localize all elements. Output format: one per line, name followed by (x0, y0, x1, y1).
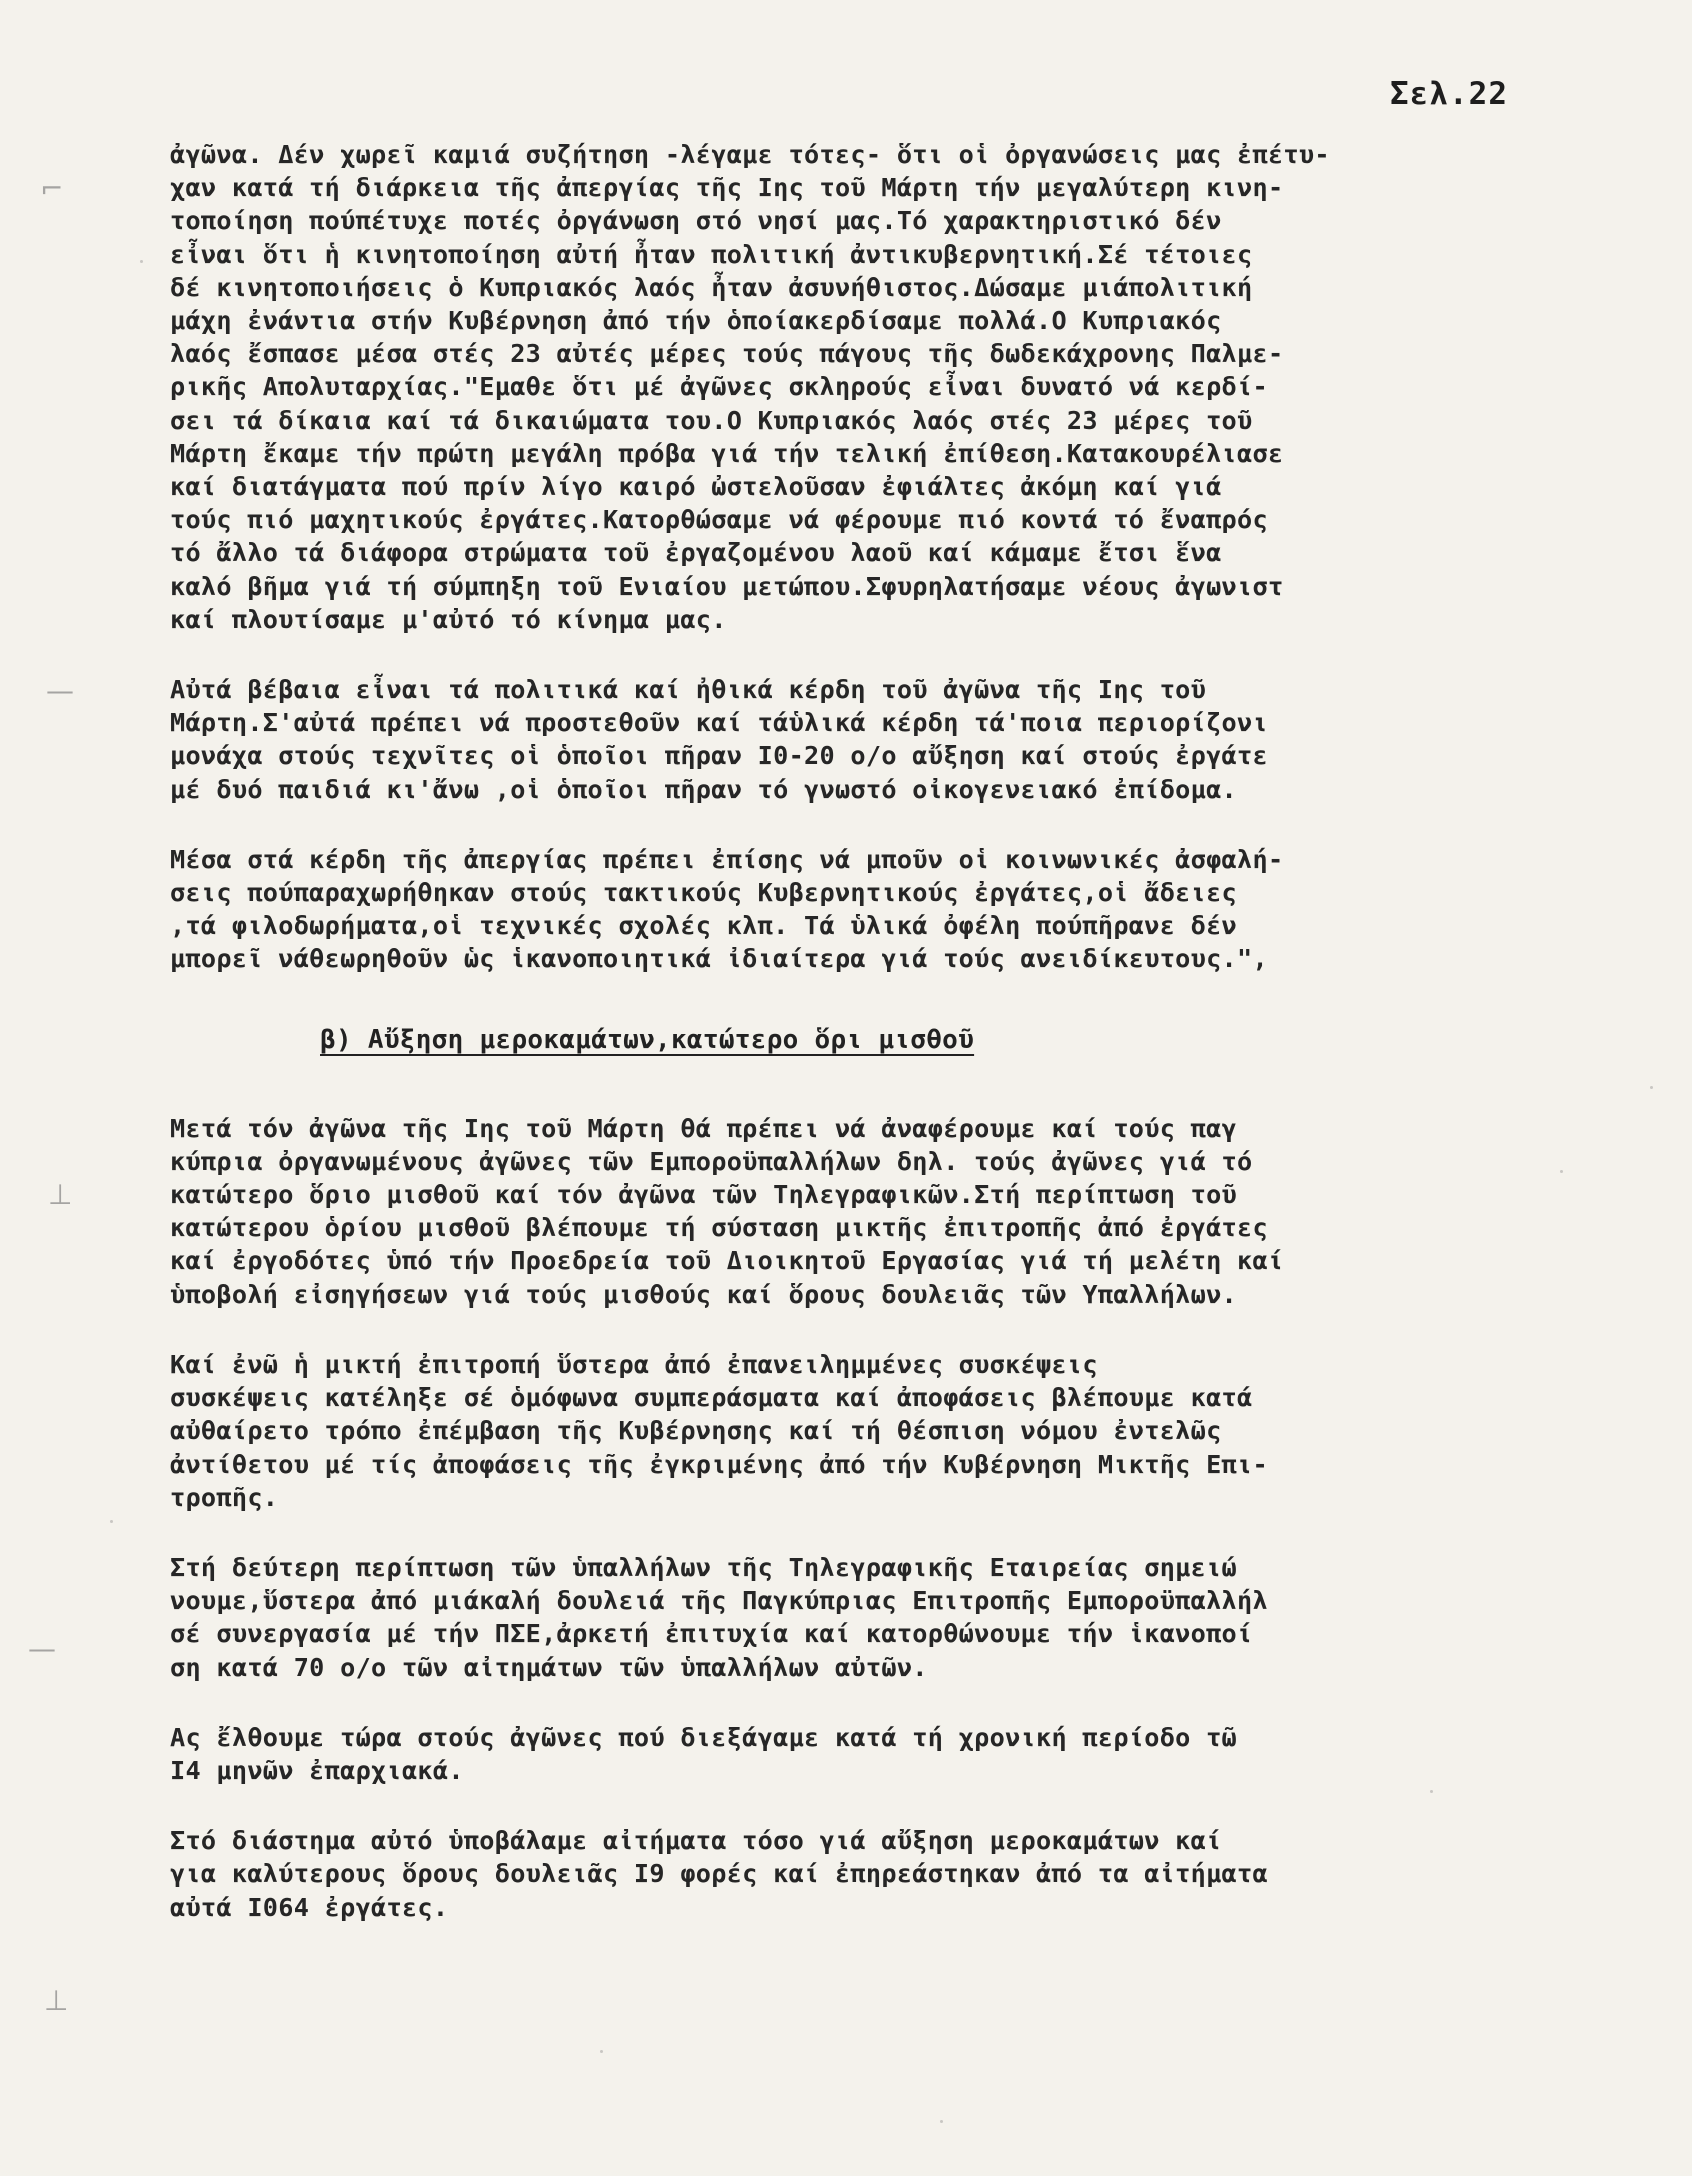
paragraph-social-insurance: Μέσα στά κέρδη τῆς ἀπεργίας πρέπει ἐπίσης νά μποῦν οἱ κοινωνικές ἀσφαλή- σεις πούπαραχωρήθηκαν στούς τακτικούς Κυβερνητικούς ἐργάτες,οἱ ἄδειες ,τά φιλοδωρήματα,οἱ τεχνικές σχολές κλπ. Τά ὑλικά ὀφέλη πούπῆρανε δέν μπορεῖ νάθεωρηθοῦν ὡς ἱκανοποιητικά ἰδιαίτερα γιά τούς ανειδίκευτους.", (170, 844, 1284, 974)
paragraph-struggle-summary: ἀγῶνα. Δέν χωρεῖ καμιά συζήτηση -λέγαμε τότες- ὅτι οἱ ὀργανώσεις μας ἐπέτυ- χαν κατά τή διάρκεια τῆς ἀπεργίας τῆς Ιης τοῦ Μάρτη τήν μεγαλύτερη κινη- τοποίηση πούπέτυχε ποτές ὀργάνωση στό νησί μας.Τό χαρακτηριστικό δέν εἶναι ὅτι ἡ κινητοποίηση αὐτή ἦταν πολιτική ἀντικυβερνητική.Σέ τέτοιες δέ κινητοποιήσεις ὁ Κυπριακός λαός ἦταν ἀσυνήθιστος.Δώσαμε μιάπολιτική μάχη ἐνάντια στήν Κυβέρνηση ἀπό τήν ὁποίακερδίσαμε πολλά.Ο Κυπριακός λαός ἔσπασε μέσα στές 23 αὐτές μέρες τούς πάγους τῆς δωδεκάχρονης Παλμε- ρικῆς Απολυταρχίας."Εμαθε ὅτι μέ ἀγῶνες σκληρούς εἶναι δυνατό νά κερδί- σει τά δίκαια καί τά δικαιώματα του.Ο Κυπριακός λαός στές 23 μέρες τοῦ Μάρτη ἔκαμε τήν πρώτη μεγάλη πρόβα γιά τήν τελική ἐπίθεση.Κατακουρέλιασε καί διατάγματα πού πρίν λίγο καιρό ὠστελοῦσαν ἐφιάλτες ἀκόμη καί γιά τούς πιό μαχητικούς ἐργάτες.Κατορθώσαμε νά φέρουμε πιό κοντά τό ἔναπρός τό ἄλλο τά διάφορα στρώματα τοῦ ἐργαζομένου λαοῦ καί κάμαμε ἔτσι ἕνα καλό βῆμα γιά τή σύμπηξη τοῦ Ενιαίου μετώπου.Σφυρηλατήσαμε νέους ἀγωνιστ καί πλουτίσαμε μ'αὐτό τό κίνημα μας. (170, 140, 1330, 634)
scan-speck (1110, 1840, 1113, 1843)
scan-speck (1430, 1790, 1433, 1793)
paragraph-demands-submitted: Στό διάστημα αὐτό ὑποβάλαμε αἰτήματα τόσο γιά αὔξηση μεροκαμάτων καί για καλύτερους ὅρους δουλειᾶς Ι9 φορές καί ἐπηρεάστηκαν ἀπό τα αἰτήματα αὐτά Ι064 ἐργάτες. (170, 1826, 1268, 1922)
page-number: Σελ.22 (1390, 76, 1508, 112)
margin-mark: — (28, 1632, 56, 1665)
scan-speck (940, 2120, 943, 2123)
paragraph-material-gains: Αὐτά βέβαια εἶναι τά πολιτικά καί ἠθικά κέρδη τοῦ ἀγῶνα τῆς Ιης τοῦ Μάρτη.Σ'αὐτά πρέπει νά προστεθοῦν καί τάὑλικά κέρδη τά'ποια περιορίζονι μονάχα στούς τεχνῖτες οἱ ὁποῖοι πῆραν Ι0-20 ο/ο αὔξηση καί στούς ἐργάτε μέ δυό παιδιά κι'ἄνω ,οἱ ὁποῖοι πῆραν τό γνωστό οἰκογενειακό ἐπίδομα. (170, 675, 1268, 804)
document-body (170, 138, 1640, 1924)
scan-speck (600, 2050, 603, 2053)
scan-speck (110, 1520, 113, 1523)
paragraph-provincial-struggles: Ας ἔλθουμε τώρα στούς ἀγῶνες πού διεξάγαμε κατά τή χρονική περίοδο τῶ Ι4 μηνῶν ἐπαρχιακά. (170, 1722, 1238, 1785)
scan-speck (1650, 1086, 1653, 1089)
paragraph-mixed-committee: Καί ἐνῶ ἡ μικτή ἐπιτροπή ὕστερα ἀπό ἐπανειλημμένες συσκέψεις συσκέψεις κατέληξε σέ ὁμόφωνα συμπεράσματα καί ἀποφάσεις βλέπουμε κατά αὐθαίρετο τρόπο ἐπέμβαση τῆς Κυβέρνησης καί τή θέσπιση νόμου ἐντελῶς ἀντίθετου μέ τίς ἀποφάσεις τῆς ἐγκριμένης ἀπό τήν Κυβέρνηση Μικτῆς Επι- τροπῆς. (170, 1349, 1268, 1512)
paragraph-minimum-wage: Μετά τόν ἀγῶνα τῆς Ιης τοῦ Μάρτη θά πρέπει νά ἀναφέρουμε καί τούς παγ κύπρια ὀργανωμένους ἀγῶνες τῶν Εμποροϋπαλλήλων δηλ. τούς ἀγῶνες γιά τό κατώτερο ὅριο μισθοῦ καί τόν ἀγῶνα τῶν Τηλεγραφικῶν.Στή περίπτωση τοῦ κατώτερου ὁρίου μισθοῦ βλέπουμε τή σύσταση μικτῆς ἐπιτροπῆς ἀπό ἐργάτες καί ἐργοδότες ὑπό τήν Προεδρεία τοῦ Διοικητοῦ Εργασίας γιά τή μελέτη καί ὑποβολή εἰσηγήσεων γιά τούς μισθούς καί ὅρους δουλειᾶς τῶν Υπαλλήλων. (170, 1113, 1284, 1309)
section-heading: β) Αὔξηση μεροκαμάτων,κατώτερο ὅρι μισθοῦ (320, 1024, 975, 1055)
scan-speck (1560, 1170, 1563, 1173)
margin-mark: ⊥ (48, 1178, 73, 1211)
margin-mark: ⌐ (40, 172, 64, 205)
scan-speck (140, 260, 143, 263)
margin-mark: ⊥ (44, 1984, 69, 2017)
paragraph-telegraph-employees: Στή δεύτερη περίπτωση τῶν ὑπαλλήλων τῆς Τηλεγραφικῆς Εταιρείας σημειώ νουμε,ὕστερα ἀπό μιάκαλή δουλειά τῆς Παγκύπριας Επιτροπῆς Εμποροϋπαλλήλ σέ συνεργασία μέ τήν ΠΣΕ,ἀρκετή ἐπιτυχία καί κατορθώνουμε τήν ἱκανοποί ση κατά 70 ο/ο τῶν αἰτημάτων τῶν ὑπαλλήλων αὐτῶν. (170, 1552, 1268, 1682)
margin-mark: — (46, 674, 74, 707)
